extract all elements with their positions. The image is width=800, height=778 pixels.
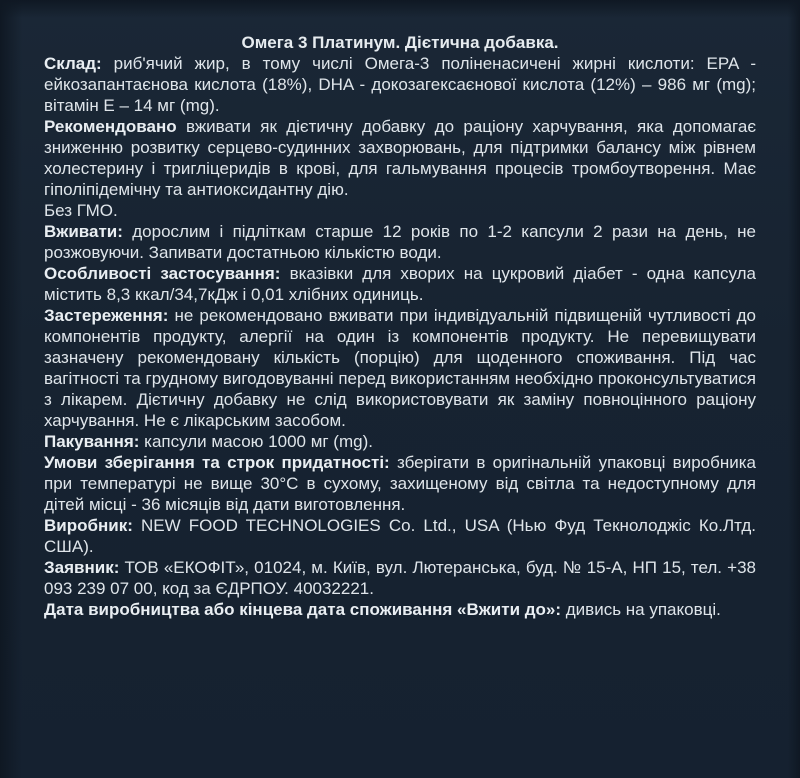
production-date-label: Дата виробництва або кінцева дата споживання «Вжити до»: [44,600,562,619]
box-edge-right [788,0,800,778]
warnings-label: Застереження: [44,306,169,325]
usage-text: дорослим і підліткам старше 12 років по 1-2 капсули 2 рази на день, не розжовуючи. Запивати достатньою кількістю води. [44,222,756,262]
production-date-text: дивись на упаковці. [561,600,721,619]
packaging-text: капсули масою 1000 мг (mg). [139,432,373,451]
recommended-paragraph [44,116,756,200]
warnings-paragraph [44,305,756,431]
features-text: вказівки для хворих на цукровий діабет - одна капсула містить 8,3 ккал/34,7кДж і 0,01 хлібних одиниць. [44,264,757,304]
composition-text: риб'ячий жир, в тому числі Омега-3 поліненасичені жирні кислоти: EPA - ейкозапантаєнова кислота (18%), DHA - докозагексаєнової кислота (12%) – 986 мг (mg); вітамін Е – 14 мг (mg). [44,54,756,115]
label-text-block [44,32,756,620]
usage-label: Вживати: [44,222,123,241]
applicant-label: Заявник: [44,558,120,577]
box-edge-top [0,0,800,18]
features-label: Особливості застосування: [44,264,281,283]
storage-label: Умови зберігання та строк придатності: [44,453,390,472]
manufacturer-label: Виробник: [44,516,133,535]
warnings-text: не рекомендовано вживати при індивідуальній підвищеній чутливості до компонентів продукту, алергії на один із компонентів продукту. Не перевищувати зазначену рекомендовану кількість (порцію) для щоденного споживання. Під час вагітності та грудному вигодовуванні перед використанням необхідно проконсультуватися з лікарем. Дієтичну добавку не слід використовувати як заміну повноцінного раціону харчування. Не є лікарським засобом. [44,306,756,430]
gmo-note: Без ГМО. [44,201,118,220]
applicant-paragraph [44,557,756,599]
applicant-text: ТОВ «ЕКОФІТ», 01024, м. Київ, вул. Лютеранська, буд. № 15-А, НП 15, тел. +38 093 239 07 00, код за ЄДРПОУ. 40032221. [44,558,756,598]
features-paragraph [44,263,756,305]
production-date-paragraph [44,599,756,620]
storage-text: зберігати в оригінальній упаковці виробника при температурі не вище 30°С в сухому, захищеному від світла та недоступному для дітей місці - 36 місяців від дати виготовлення. [44,453,756,514]
usage-paragraph [44,221,756,263]
product-title: Омега 3 Платинум. Дієтична добавка. [241,33,559,52]
packaging-paragraph [44,431,756,452]
composition-label: Склад: [44,54,102,73]
storage-paragraph [44,452,756,515]
box-edge-left [0,0,22,778]
manufacturer-text: NEW FOOD TECHNOLOGIES Co. Ltd., USA (Нью Фуд Текнолоджіс Ко.Лтд. США). [44,516,756,556]
manufacturer-paragraph [44,515,756,557]
recommended-text: вживати як дієтичну добавку до раціону харчування, яка допомагає зниженню розвитку серцево-судинних захворювань, для підтримки балансу між рівнем холестерину і тригліцеридів в крові, для гальмування процесів тромбоутворення. Має гіполіпідемічну та антиоксидантну дію. [44,117,756,199]
recommended-label: Рекомендовано [44,117,177,136]
packaging-label: Пакування: [44,432,140,451]
composition-paragraph [44,53,756,116]
